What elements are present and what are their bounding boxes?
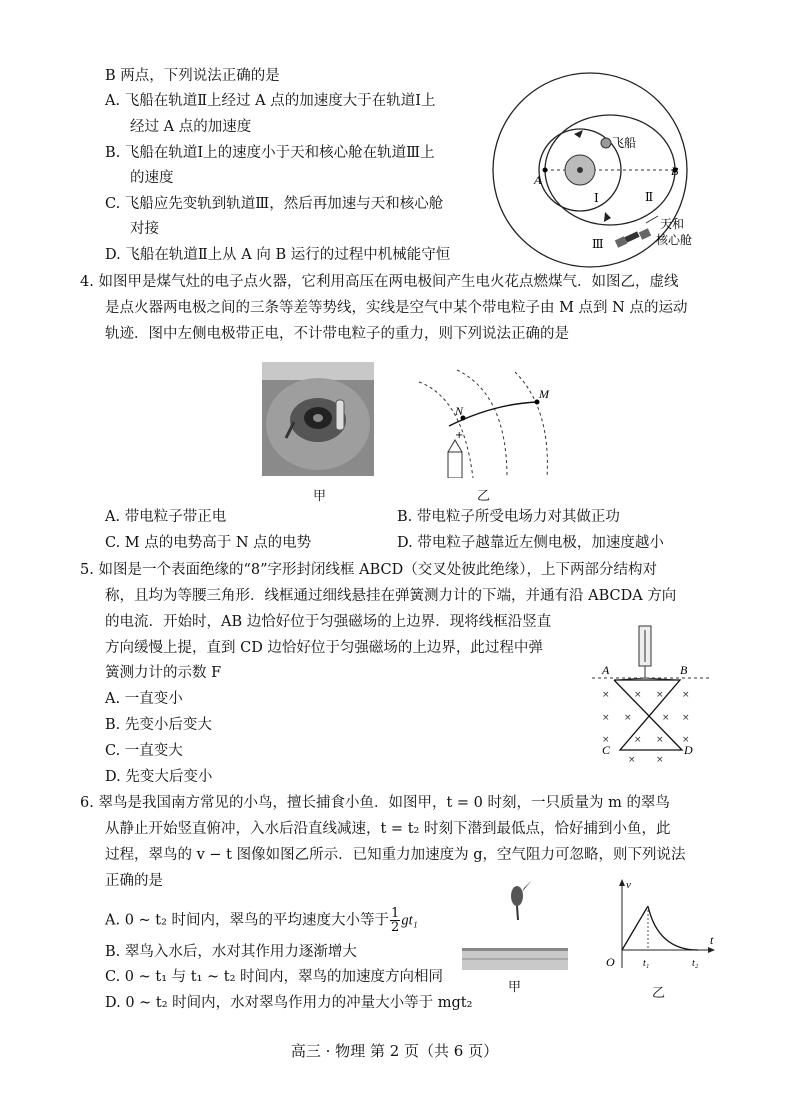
point-a-dot xyxy=(543,168,548,173)
q3-stem-tail: B 两点，下列说法正确的是 xyxy=(105,68,280,84)
ship-icon xyxy=(601,138,611,148)
point-b-label: B xyxy=(671,164,679,178)
svg-text:+: + xyxy=(455,430,464,441)
q5-stem-line1: 5. 如图是一个表面绝缘的“8”字形封闭线框 ABCD（交叉处彼此绝缘），上下两部分结构对 xyxy=(80,562,657,578)
q3-option-c: C. 飞船应先变轨到轨道Ⅲ，然后再加速与天和核心舱 xyxy=(105,196,444,212)
q6-stem-line2: 从静止开始竖直俯冲，入水后沿直线减速，t = t₂ 时刻下潜到最低点，恰好捕到小鱼，此 xyxy=(105,821,671,837)
point-a-label: A xyxy=(534,173,542,187)
svg-text:×: × xyxy=(602,690,610,700)
q6-option-b: B. 翠鸟入水后，水对其作用力逐渐增大 xyxy=(105,944,357,960)
vt-line-rise xyxy=(622,906,648,950)
q5-stem-line5: 簧测力计的示数 F xyxy=(105,665,222,681)
t1-label: t₁ xyxy=(643,958,650,969)
q5-stem-line3: 的电流．开始时，AB 边恰好位于匀强磁场的上边界．现将线框沿竖直 xyxy=(105,614,552,630)
q4-option-b: B. 带电粒子所受电场力对其做正功 xyxy=(397,509,620,525)
svg-text:×: × xyxy=(628,755,636,764)
origin-label: O xyxy=(606,955,615,969)
orbit-diagram xyxy=(488,48,718,273)
svg-text:×: × xyxy=(634,690,642,700)
q6-option-a-tail: gt₁ xyxy=(401,912,418,929)
loop-label-a: A xyxy=(602,663,610,677)
svg-text:×: × xyxy=(682,735,690,745)
q4-option-d: D. 带电粒子越靠近左侧电极，加速度越小 xyxy=(397,535,664,551)
svg-text:×: × xyxy=(602,713,610,723)
loop-label-d: D xyxy=(684,743,693,757)
q4-caption-jia: 甲 xyxy=(313,489,327,504)
q4-option-a: A. 带电粒子带正电 xyxy=(105,509,227,525)
q6-option-a xyxy=(105,907,418,934)
q6-option-a-text: A. 0 ~ t₂ 时间内，翠鸟的平均速度大小等于 xyxy=(105,912,390,929)
q3-option-b-cont: 的速度 xyxy=(130,170,174,186)
figure8-loop-diagram xyxy=(592,622,710,764)
q5-option-b: B. 先变小后变大 xyxy=(105,717,212,733)
svg-text:×: × xyxy=(682,713,690,723)
svg-text:×: × xyxy=(656,735,664,745)
orbit-ii-label: Ⅱ xyxy=(645,190,654,204)
svg-text:×: × xyxy=(656,755,664,764)
kingfisher-icon xyxy=(500,878,532,920)
t-axis-label: t xyxy=(710,933,714,947)
q5-option-d: D. 先变大后变小 xyxy=(105,769,213,785)
q6-caption-yi: 乙 xyxy=(652,986,666,1001)
svg-text:×: × xyxy=(634,735,642,745)
svg-text:×: × xyxy=(624,713,632,723)
q3-option-c-cont: 对接 xyxy=(130,221,159,237)
q4-caption-yi: 乙 xyxy=(477,489,491,504)
q3-option-b: B. 飞船在轨道Ⅰ上的速度小于天和核心舱在轨道Ⅲ上 xyxy=(105,145,435,161)
loop-label-c: C xyxy=(602,743,611,757)
q5-stem-line4: 方向缓慢上提，直到 CD 边恰好位于匀强磁场的上边界，此过程中弹 xyxy=(105,640,543,656)
q6-caption-jia: 甲 xyxy=(508,980,522,995)
ship-label: 飞船 xyxy=(612,136,637,150)
station-icon xyxy=(615,228,651,247)
svg-text:×: × xyxy=(682,690,690,700)
fraction-numerator: 1 xyxy=(391,906,400,921)
q4-stem-line2: 是点火器两电极之间的三条等差等势线，实线是空气中某个带电粒子由 M 点到 N 点的运动 xyxy=(105,300,688,316)
q5-option-c: C. 一直变大 xyxy=(105,743,183,759)
svg-text:×: × xyxy=(662,713,670,723)
q4-option-c: C. M 点的电势高于 N 点的电势 xyxy=(105,535,312,551)
point-m-label: M xyxy=(539,387,549,401)
q4-stem-line3: 轨迹．图中左侧电极带正电，不计带电粒子的重力，则下列说法正确的是 xyxy=(105,326,569,342)
q4-stem-line1: 4. 如图甲是煤气灶的电子点火器，它利用高压在两电极间产生电火花点燃煤气．如图乙，虚线 xyxy=(80,274,679,290)
fraction-denominator: 2 xyxy=(391,920,400,935)
kingfisher-illustration xyxy=(460,876,580,976)
orbit-iii-label: Ⅲ xyxy=(592,237,604,251)
vt-graph xyxy=(600,876,720,976)
q6-stem-line3: 过程，翠鸟的 v − t 图像如图乙所示．已知重力加速度为 g，空气阻力可忽略，则下列说法 xyxy=(105,847,686,863)
svg-text:×: × xyxy=(602,735,610,745)
v-axis-label: v xyxy=(626,879,631,891)
q5-stem-line2: 称，且均为等腰三角形．线框通过细线悬挂在弹簧测力计的下端，并通有沿 ABCDA 方向 xyxy=(105,588,677,604)
svg-text:×: × xyxy=(656,690,664,700)
q3-option-a-cont: 经过 A 点的加速度 xyxy=(130,119,252,135)
q6-stem-line1: 6. 翠鸟是我国南方常见的小鸟，擅长捕食小鱼．如图甲，t = 0 时刻，一只质量为 m 的翠鸟 xyxy=(80,795,670,811)
point-n-label: N xyxy=(455,404,464,418)
loop-label-b: B xyxy=(680,663,688,677)
t2-label: t₂ xyxy=(692,958,699,969)
q3-option-d: D. 飞船在轨道Ⅱ上从 A 向 B 运行的过程中机械能守恒 xyxy=(105,247,451,263)
page-footer: 高三 · 物理 第 2 页（共 6 页） xyxy=(290,1042,499,1060)
q3-option-a: A. 飞船在轨道Ⅱ上经过 A 点的加速度大于在轨道Ⅰ上 xyxy=(105,93,436,109)
station-label-2: 核心舱 xyxy=(656,233,693,247)
q6-option-c: C. 0 ~ t₁ 与 t₁ ~ t₂ 时间内，翠鸟的加速度方向相同 xyxy=(105,969,444,985)
q6-option-a-fraction xyxy=(390,907,400,934)
station-label-1: 天和 xyxy=(660,217,685,231)
vt-line-fall xyxy=(648,906,698,950)
q6-option-d: D. 0 ~ t₂ 时间内，水对翠鸟作用力的冲量大小等于 mgt₂ xyxy=(105,995,473,1011)
orbit-i-label: Ⅰ xyxy=(594,191,599,205)
igniter-photo xyxy=(262,362,374,476)
q6-stem-line4: 正确的是 xyxy=(105,873,163,889)
q5-option-a: A. 一直变小 xyxy=(105,691,183,707)
equipotential-diagram xyxy=(415,368,575,478)
